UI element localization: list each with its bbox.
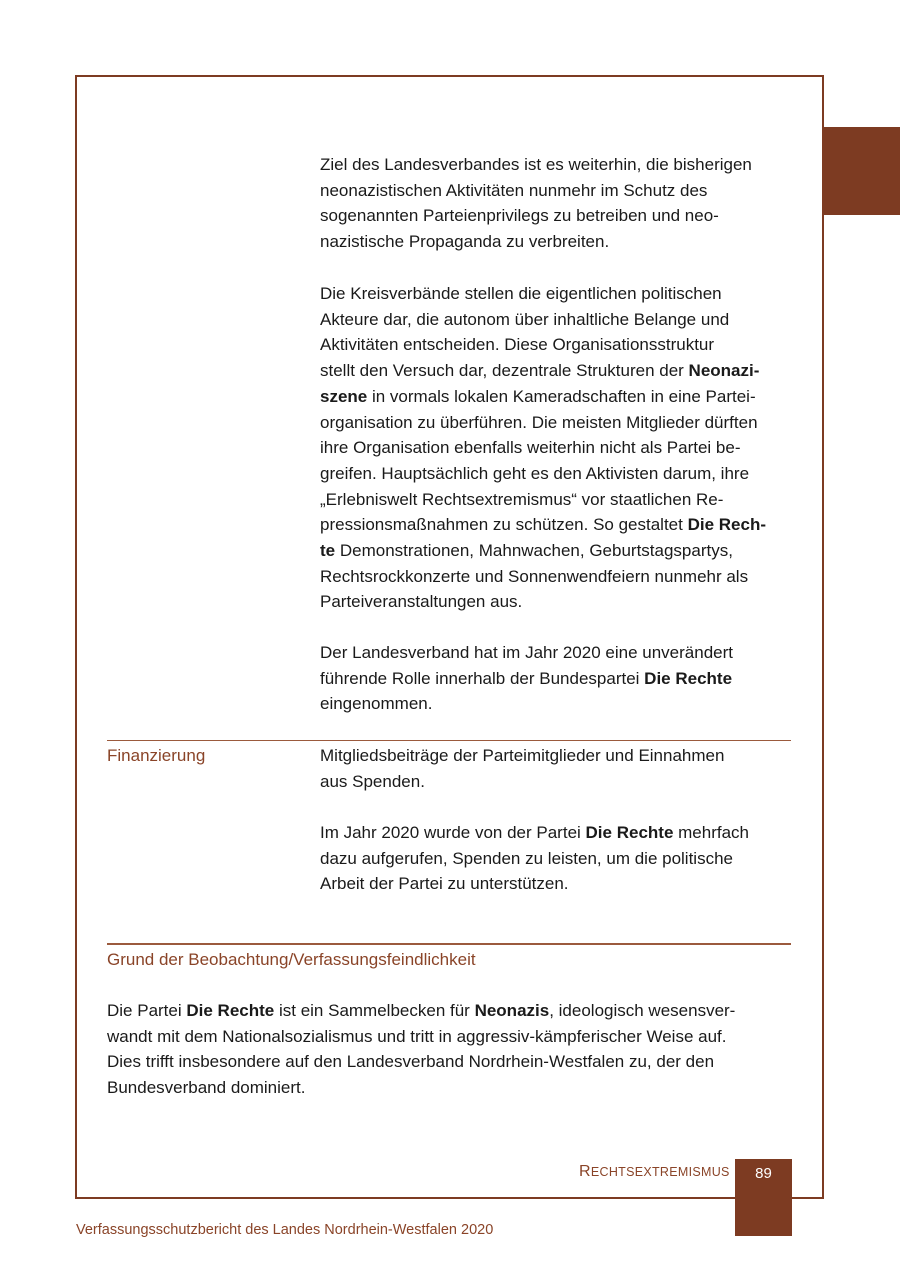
line: „Erlebniswelt Rechtsextremismus“ vor staatlichen Re- — [320, 489, 724, 509]
text-run: Die Partei — [107, 1001, 187, 1020]
bold-term: te — [320, 541, 336, 561]
line: Die Kreisverbände stellen die eigentlichen politischen — [320, 284, 722, 303]
line: Parteiveranstaltungen aus. — [320, 592, 523, 612]
line: eingenommen. — [320, 694, 433, 714]
line: Aktivitäten entscheiden. Diese Organisationsstruktur — [320, 335, 715, 355]
text-run: mehrfach — [673, 823, 749, 842]
text-run: stellt den Versuch dar, dezentrale Strukturen der — [320, 361, 689, 381]
line — [320, 384, 790, 410]
section-initial: R — [579, 1163, 591, 1180]
bold-term: szene — [320, 386, 368, 406]
line — [320, 538, 790, 564]
text-run: Demonstrationen, Mahnwachen, Geburtstagspartys, — [335, 541, 733, 561]
paragraph-kreisverbaende — [320, 281, 790, 615]
bold-term: Die Rechte — [186, 1001, 275, 1020]
text-run: , ideologisch wesensver- — [549, 1001, 736, 1020]
line — [320, 820, 790, 846]
paragraph-landesverband — [320, 640, 790, 717]
line — [320, 358, 790, 384]
paragraph-aims — [320, 152, 790, 255]
section-label-finanzierung: Finanzierung — [107, 746, 206, 765]
bold-term: Die Rechte — [585, 823, 674, 842]
line — [320, 512, 790, 538]
line: Akteure dar, die autonom über inhaltliche Belange und — [320, 309, 730, 329]
line: Arbeit der Partei zu unterstützen. — [320, 874, 569, 894]
line: dazu aufgerufen, Spenden zu leisten, um die politische — [320, 848, 733, 868]
line: Bundesverband dominiert. — [107, 1078, 306, 1098]
divider — [107, 740, 791, 741]
chapter-tab — [823, 127, 900, 215]
bold-term: Neonazis — [474, 1001, 550, 1020]
line — [107, 998, 790, 1024]
divider-thick — [107, 943, 791, 945]
line: greifen. Hauptsächlich geht es den Aktivisten darum, ihre — [320, 463, 750, 483]
bold-term: Die Rechte — [644, 668, 733, 688]
line: wandt mit dem Nationalsozialismus und tritt in aggressiv-kämpferischer Weise auf. — [107, 1026, 727, 1046]
line: organisation zu überführen. Die meisten Mitglieder dürften — [320, 412, 758, 432]
text-run: in vormals lokalen Kameradschaften in eine Partei- — [367, 386, 756, 406]
page-number-box — [735, 1159, 792, 1236]
text-run: ist ein Sammelbecken für — [274, 1001, 475, 1020]
bold-term: Neonazi- — [688, 361, 760, 381]
bold-term: Die Rech- — [687, 515, 767, 535]
page-number: 89 — [755, 1165, 772, 1182]
section-rest: ECHTSEXTREMISMUS — [590, 1165, 730, 1179]
running-section-title — [579, 1163, 730, 1181]
paragraph-finanzierung-2 — [320, 820, 790, 897]
paragraph-aims-text — [320, 152, 790, 255]
line: Dies trifft insbesondere auf den Landesverband Nordrhein-Westfalen zu, der den — [107, 1052, 715, 1072]
line: Mitgliedsbeiträge der Parteimitglieder und Einnahmen — [320, 746, 725, 765]
text-run: führende Rolle innerhalb der Bundespartei — [320, 668, 645, 688]
text-run: pressionsmaßnahmen zu schützen. So gestaltet — [320, 515, 688, 535]
line: ihre Organisation ebenfalls weiterhin nicht als Partei be- — [320, 438, 741, 458]
para1-text: Ziel des Landesverbandes ist es weiterhin, die bisherigen neonazistischen Aktivitäten nunmehr im Schutz des sogenannten Parteienprivilegs zu betreiben und neo-nazistische Propaganda zu verbreiten. — [320, 155, 752, 252]
paragraph-grund — [107, 998, 790, 1101]
line: Der Landesverband hat im Jahr 2020 eine unverändert — [320, 643, 733, 662]
paragraph-finanzierung-1 — [320, 743, 790, 794]
text-run: Im Jahr 2020 wurde von der Partei — [320, 823, 586, 842]
report-title: Verfassungsschutzbericht des Landes Nordrhein-Westfalen 2020 — [76, 1222, 494, 1238]
line: Rechtsrockkonzerte und Sonnenwendfeiern nunmehr als — [320, 566, 749, 586]
line — [320, 666, 790, 692]
line: aus Spenden. — [320, 771, 425, 791]
section-heading-grund: Grund der Beobachtung/Verfassungsfeindlichkeit — [107, 950, 476, 969]
